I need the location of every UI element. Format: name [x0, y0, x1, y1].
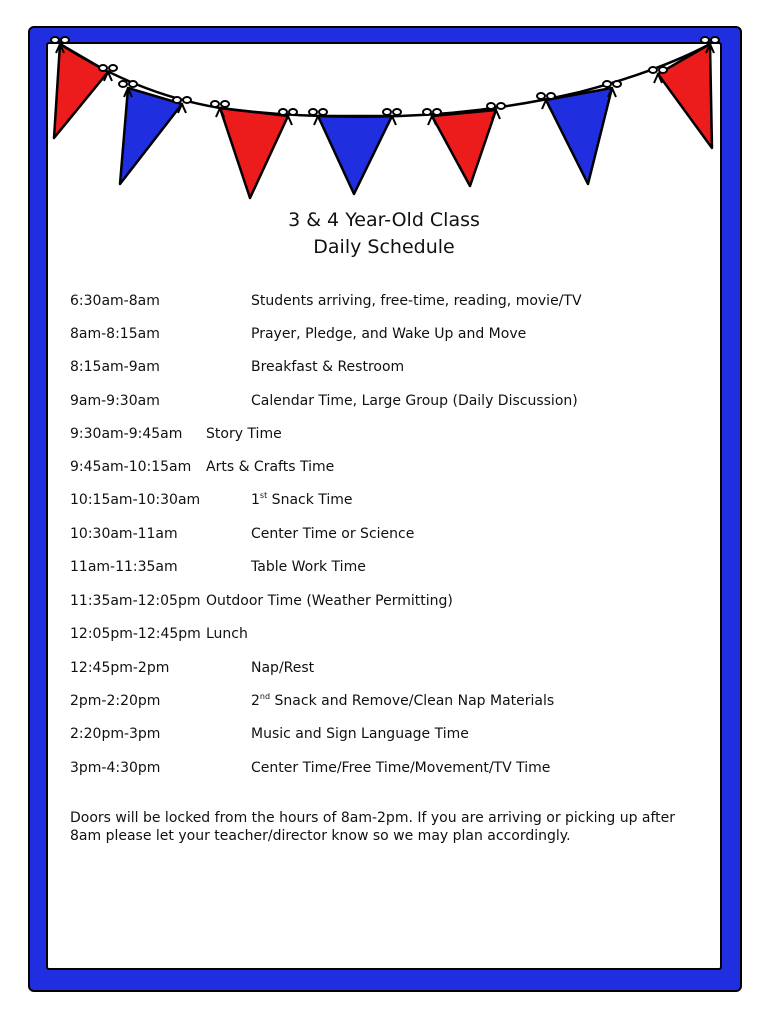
pennant-flag-icon — [120, 88, 182, 184]
schedule-activity — [251, 490, 353, 510]
pennant-flag-icon — [432, 110, 496, 186]
schedule-activity: Prayer, Pledge, and Wake Up and Move — [251, 326, 527, 342]
pennant-flag-icon — [546, 88, 612, 184]
schedule-activity: Table Work Time — [251, 559, 366, 575]
schedule-row — [70, 624, 710, 644]
schedule-row — [70, 524, 710, 544]
ordinal-number: 2 — [251, 693, 260, 709]
schedule-time: 12:45pm-2pm — [70, 660, 170, 676]
schedule-activity: Nap/Rest — [251, 660, 315, 676]
ordinal-suffix: st — [259, 491, 268, 500]
schedule-activity: Calendar Time, Large Group (Daily Discussion) — [251, 393, 578, 409]
schedule-row — [70, 658, 710, 678]
schedule-time: 9:45am-10:15am — [70, 459, 192, 475]
schedule-time: 2pm-2:20pm — [70, 693, 161, 709]
schedule-row — [70, 357, 710, 377]
schedule-activity: Arts & Crafts Time — [206, 459, 335, 475]
schedule-activity: Center Time/Free Time/Movement/TV Time — [251, 760, 551, 776]
schedule-activity: Lunch — [206, 626, 248, 642]
schedule-activity: Music and Sign Language Time — [251, 726, 469, 742]
schedule-time: 11:35am-12:05pm — [70, 593, 201, 609]
schedule-row — [70, 490, 710, 510]
schedule-row — [70, 457, 710, 477]
schedule-activity: Center Time or Science — [251, 526, 415, 542]
ordinal-number: 1 — [251, 492, 260, 508]
pennant-flag-icon — [318, 116, 392, 194]
activity-text: Snack Time — [267, 492, 353, 508]
schedule-time: 10:15am-10:30am — [70, 492, 201, 508]
schedule-time: 11am-11:35am — [70, 559, 178, 575]
schedule-row — [70, 724, 710, 744]
page-subtitle: Daily Schedule — [313, 236, 455, 258]
schedule-row — [70, 391, 710, 411]
schedule-row — [70, 324, 710, 344]
schedule-time: 2:20pm-3pm — [70, 726, 161, 742]
schedule-time: 3pm-4:30pm — [70, 760, 161, 776]
page-title: 3 & 4 Year-Old Class — [288, 209, 480, 231]
schedule-row — [70, 691, 710, 711]
note-line: 8am please let your teacher/director know so we may plan accordingly. — [70, 828, 571, 844]
schedule-time: 8:15am-9am — [70, 359, 160, 375]
schedule-row — [70, 291, 710, 311]
schedule-time: 6:30am-8am — [70, 293, 160, 309]
schedule-row — [70, 424, 710, 444]
schedule-activity: Story Time — [206, 426, 282, 442]
schedule-activity: Outdoor Time (Weather Permitting) — [206, 593, 453, 609]
activity-text: Snack and Remove/Clean Nap Materials — [270, 693, 555, 709]
pennant-flag-icon — [220, 108, 288, 198]
door-policy-note — [70, 809, 700, 845]
schedule-row — [70, 591, 710, 611]
schedule-time: 9am-9:30am — [70, 393, 160, 409]
note-line: Doors will be locked from the hours of 8am-2pm. If you are arriving or picking up after — [70, 810, 676, 826]
schedule-row — [70, 557, 710, 577]
schedule-activity: Breakfast & Restroom — [251, 359, 405, 375]
schedule-row — [70, 758, 710, 778]
pennant-banner-icon — [40, 36, 730, 206]
schedule-time: 10:30am-11am — [70, 526, 178, 542]
schedule-activity — [251, 691, 554, 711]
schedule-time: 8am-8:15am — [70, 326, 160, 342]
schedule-time: 12:05pm-12:45pm — [70, 626, 201, 642]
pennant-flag-icon — [658, 44, 712, 148]
schedule-time: 9:30am-9:45am — [70, 426, 183, 442]
schedule-activity: Students arriving, free-time, reading, movie/TV — [251, 293, 582, 309]
ordinal-suffix: nd — [259, 692, 271, 701]
